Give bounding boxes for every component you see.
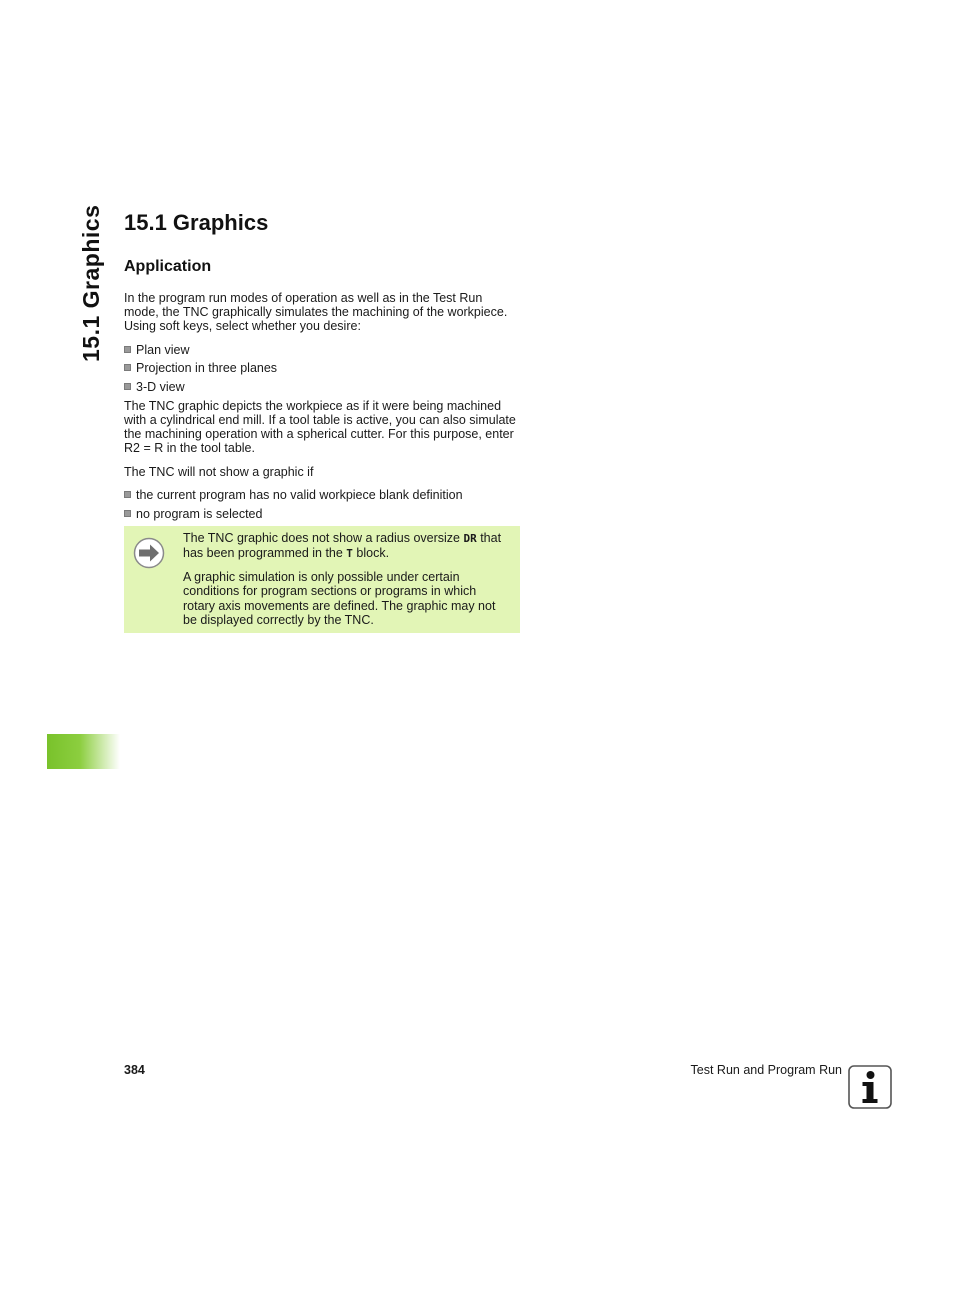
subsection-heading: Application bbox=[124, 258, 212, 275]
note-rotary-text: A graphic simulation is only possible under certain conditions for program sections or programs in which rotary axis movements are defined. The graphic may not be displayed correctly by the TNC. bbox=[183, 570, 496, 627]
arrow-right-icon bbox=[133, 537, 165, 569]
list-item: Projection in three planes bbox=[124, 361, 520, 375]
side-chapter-title-text: 15.1 Graphics bbox=[78, 204, 104, 362]
no-graphic-intro: The TNC will not show a graphic if bbox=[124, 464, 314, 479]
note-box bbox=[124, 526, 520, 633]
chapter-thumb-tab bbox=[47, 734, 120, 769]
code-dr: DR bbox=[463, 531, 477, 545]
intro-paragraph: In the program run modes of operation as well as in the Test Run mode, the TNC graphically simulates the machining of the workpiece. Using soft keys, select whether you desire: bbox=[124, 291, 508, 334]
depict-paragraph: The TNC graphic depicts the workpiece as if it were being machined with a cylindrical end mill. If a tool table is active, you can also simulate the machining operation with a spherical cutter. For this purpose, enter R2 = R in the tool table. bbox=[124, 398, 516, 456]
view-list bbox=[124, 343, 520, 395]
page-number: 384 bbox=[124, 1063, 145, 1077]
section-heading: 15.1 Graphics bbox=[124, 210, 269, 235]
list-item: Plan view bbox=[124, 343, 520, 357]
bullet-square-icon bbox=[124, 346, 131, 353]
bullet-square-icon bbox=[124, 491, 131, 498]
footer-chapter-title: Test Run and Program Run bbox=[690, 1063, 842, 1077]
bullet-square-icon bbox=[124, 364, 131, 371]
list-item: the current program has no valid workpiece blank definition bbox=[124, 488, 520, 502]
code-t: T bbox=[346, 546, 353, 560]
info-icon bbox=[848, 1065, 892, 1109]
list-item: no program is selected bbox=[124, 507, 520, 521]
note-oversize-text: The TNC graphic does not show a radius oversize DR that has been programmed in the T block. bbox=[183, 530, 502, 560]
bullet-square-icon bbox=[124, 383, 131, 390]
side-chapter-title bbox=[70, 204, 114, 362]
bullet-square-icon bbox=[124, 510, 131, 517]
main-content bbox=[124, 205, 520, 633]
list-item: 3-D view bbox=[124, 380, 520, 394]
no-graphic-list bbox=[124, 488, 520, 521]
